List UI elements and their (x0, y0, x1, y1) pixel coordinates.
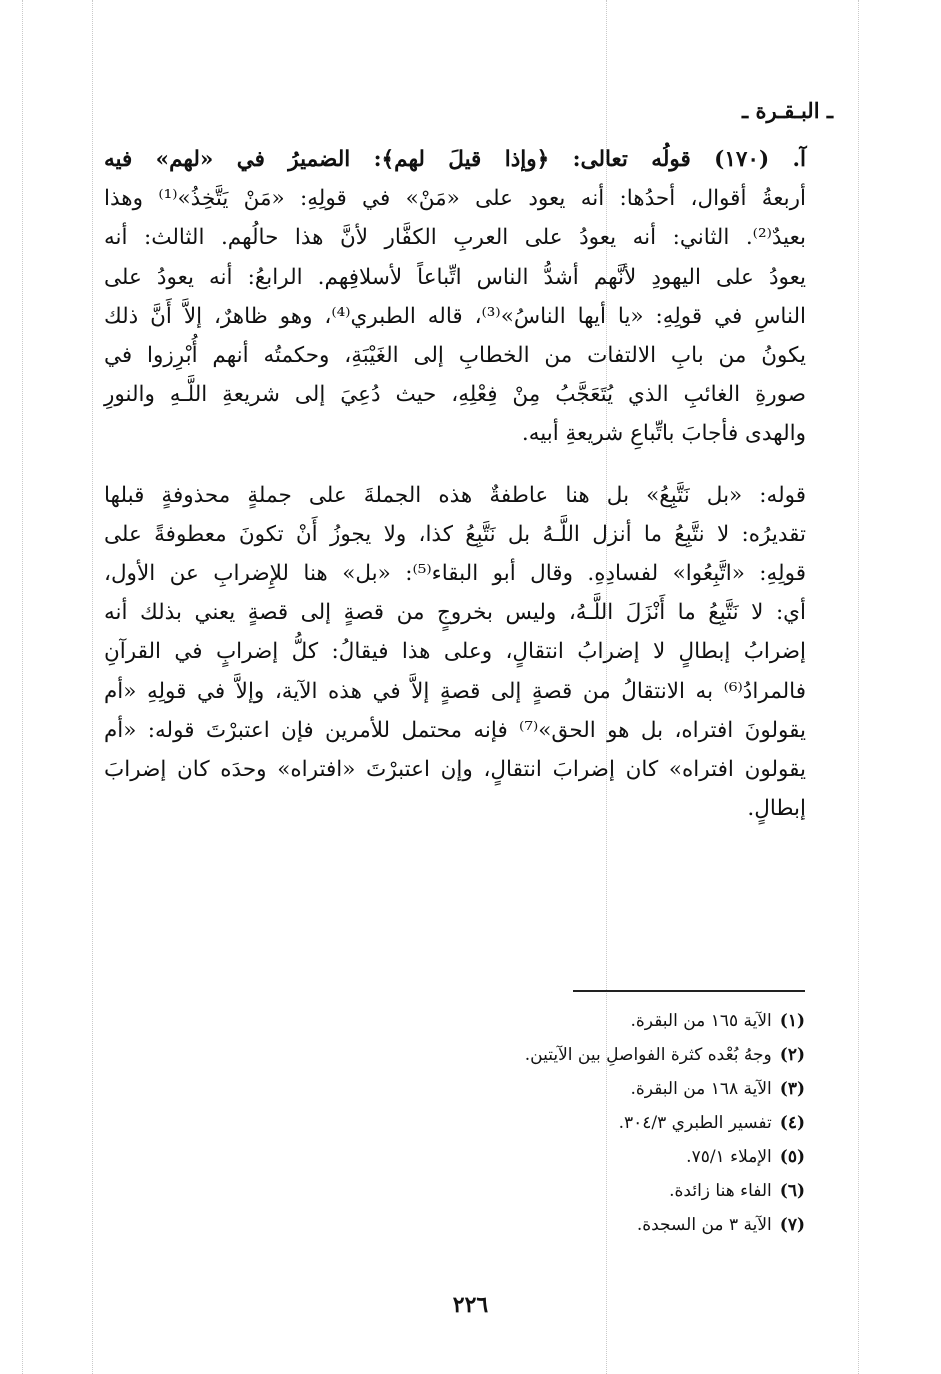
text-line: بعيدٌ⁽²⁾. الثاني: أنه يعودُ على العربِ الكفَّار لأنَّ هذا حالُهم. الثالث: أنه (104, 225, 806, 251)
footnotes-list (385, 1004, 805, 1242)
footnote-number: (١) (779, 1011, 805, 1031)
text-line: فالمرادُ⁽⁶⁾ به الانتقالُ من قصةٍ إلى قصةٍ إلاَّ في هذه الآية، وإلاَّ في قولِهِ «أم (104, 678, 806, 704)
footnote-text: الإملاء ٧٥/١. (686, 1147, 772, 1167)
footnote-text: تفسير الطبري ٣٠٤/٣. (618, 1113, 772, 1133)
text-line: يكونُ من بابِ الالتفات من الخطابِ إلى الغَيْبَةِ، وحكمتُه أنهم أُبْرِزوا في (104, 343, 806, 369)
footnote-number: (٢) (779, 1045, 805, 1065)
text-line: إضرابُ إبطالٍ لا إضرابُ انتقالٍ، وعلى هذا فيقالُ: كلُّ إضرابٍ في القرآنِ (104, 639, 806, 665)
paragraph-2 (104, 476, 806, 829)
text-line: يقولون افتراه» كان إضرابَ انتقالٍ، وإن اعتبرْتَ «افتراه» وحدَه كان إضرابَ (104, 757, 806, 783)
footnote-text: الآية ٣ من السجدة. (636, 1215, 772, 1235)
text-line: يعودُ على اليهودِ لأنَّهم أشدُّ الناس اتِّباعاً لأسلافِهم. الرابعُ: أنه يعودُ على (104, 264, 806, 290)
page-number: ٢٢٦ (452, 1292, 489, 1318)
scan-artifact-line (92, 0, 93, 1374)
footnote-text: الآية ١٦٨ من البقرة. (630, 1079, 772, 1099)
scan-artifact-line (22, 0, 23, 1374)
running-header: ـ البـقـرة ـ (741, 98, 833, 123)
footnote-item (385, 1140, 805, 1174)
text-line: تقديرُه: لا نتَّبِعُ ما أنزل اللَّـهُ بل نَتَّبِعُ كذا، ولا يجوزُ أَنْ تكونَ معطوفةً على (104, 521, 806, 547)
paragraph-1 (104, 140, 806, 454)
text-line: إبطالٍ. (747, 796, 806, 822)
text-line: أربعةُ أقوال، أحدُها: أنه يعود على «مَنْ» في قولِهِ: «مَنْ يَتَّخِذُ»⁽¹⁾ وهذا (104, 186, 806, 212)
text-line: أي: لا نَتَّبِعُ ما أَنْزَلَ اللَّـهُ، وليس بخروجٍ من قصةٍ إلى قصةٍ يعني بذلك أنه (104, 600, 806, 626)
text-line: الناسِ في قولِهِ: «يا أيها الناسُ»⁽³⁾، قاله الطبري⁽⁴⁾، وهو ظاهرٌ، إلاَّ أَنَّ ذلك (104, 303, 806, 329)
text-line: يقولونَ افتراه، بل هو الحق»⁽⁷⁾ فإنه محتمل للأمرين فإن اعتبرْتَ قوله: «أم (104, 717, 806, 743)
footnote-item (385, 1106, 805, 1140)
text-line: صورةِ الغائبِ الذي يُتَعَجَّبُ مِنْ فِعْلِهِ، حيث دُعِيَ إلى شريعةِ اللَّـهِ والنورِ (104, 382, 806, 408)
footnote-item (385, 1174, 805, 1208)
scan-artifact-line (858, 0, 859, 1374)
text-line: قولِهِ: «اتَّبِعُوا» لفسادِهِ. وقال أبو البقاء⁽⁵⁾: «بل» هنا للإِضرابِ عن الأول، (104, 561, 806, 587)
footnote-text: الفاء هنا زائدة. (669, 1181, 772, 1201)
text-line: والهدى فأجابَ باتِّباعِ شريعةِ أبيه. (521, 421, 806, 447)
footnote-number: (٤) (779, 1113, 805, 1133)
footnote-text: الآية ١٦٥ من البقرة. (630, 1011, 772, 1031)
footnote-item (385, 1072, 805, 1106)
text-line: قوله: «بل نَتَّبِعُ» بل هنا عاطفةٌ هذه الجملةَ على جملةٍ محذوفةٍ قبلها (104, 482, 806, 508)
main-text (104, 140, 806, 828)
text-line: آ. (١٧٠) قولُه تعالى: ﴿وإذا قيلَ لهم﴾: الضميرُ في «لهم» فيه (104, 147, 806, 172)
footnote-item (385, 1038, 805, 1072)
footnote-item (385, 1004, 805, 1038)
footnote-number: (٣) (779, 1079, 805, 1099)
footnote-separator (573, 990, 805, 992)
footnote-number: (٦) (779, 1181, 805, 1201)
footnote-number: (٥) (779, 1147, 805, 1167)
footnote-item (385, 1208, 805, 1242)
footnote-text: وجهُ بُعْده كثرة الفواصلِ بين الآيتين. (524, 1045, 772, 1065)
footnote-number: (٧) (779, 1215, 805, 1235)
